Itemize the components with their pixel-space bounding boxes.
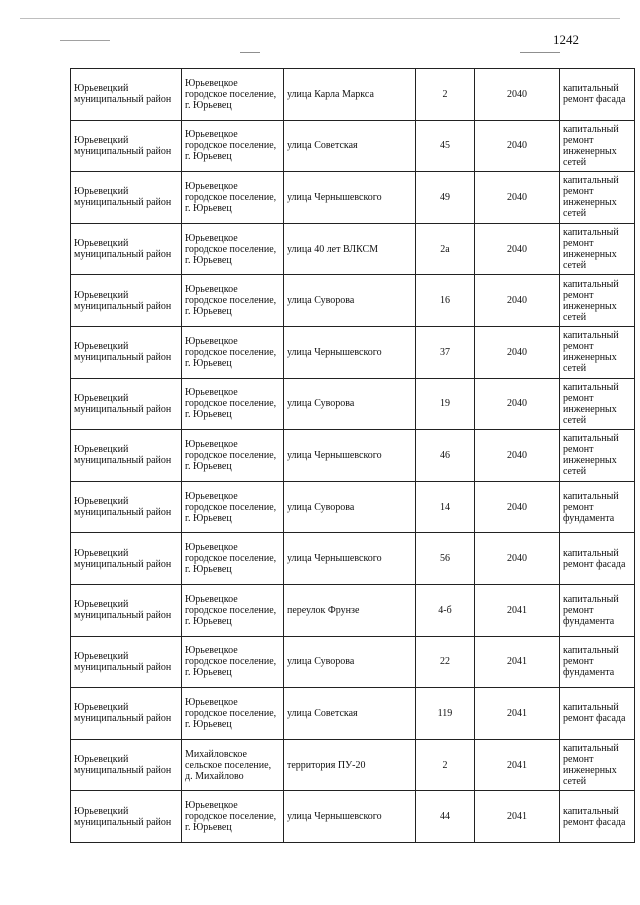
table-row — [71, 636, 635, 688]
settlement-cell: Юрьевецкое городское поселение, г. Юрьевец — [182, 791, 284, 843]
year-cell: 2040 — [475, 275, 560, 327]
street-cell: улица Чернышевского — [284, 172, 416, 224]
repair-type-cell: капитальный ремонт инженерных сетей — [560, 223, 635, 275]
street-cell: переулок Фрунзе — [284, 584, 416, 636]
repair-type-cell: капитальный ремонт инженерных сетей — [560, 430, 635, 482]
house-number-cell: 37 — [416, 326, 475, 378]
house-number-cell: 119 — [416, 688, 475, 740]
repair-type-cell: капитальный ремонт инженерных сетей — [560, 326, 635, 378]
district-cell: Юрьевецкий муниципальный район — [71, 636, 182, 688]
settlement-cell: Юрьевецкое городское поселение, г. Юрьевец — [182, 326, 284, 378]
table-row — [71, 481, 635, 533]
year-cell: 2041 — [475, 791, 560, 843]
settlement-cell: Юрьевецкое городское поселение, г. Юрьевец — [182, 69, 284, 121]
table-row — [71, 378, 635, 430]
street-cell: улица Чернышевского — [284, 791, 416, 843]
street-cell: улица Суворова — [284, 275, 416, 327]
settlement-cell: Юрьевецкое городское поселение, г. Юрьевец — [182, 223, 284, 275]
page-number: 1242 — [553, 32, 579, 47]
year-cell: 2041 — [475, 584, 560, 636]
year-cell: 2040 — [475, 533, 560, 585]
repair-type-cell: капитальный ремонт фундамента — [560, 481, 635, 533]
district-cell: Юрьевецкий муниципальный район — [71, 172, 182, 224]
repair-type-cell: капитальный ремонт инженерных сетей — [560, 275, 635, 327]
repair-type-cell: капитальный ремонт инженерных сетей — [560, 120, 635, 172]
house-number-cell: 14 — [416, 481, 475, 533]
repair-type-cell: капитальный ремонт инженерных сетей — [560, 172, 635, 224]
repair-type-cell: капитальный ремонт фундамента — [560, 584, 635, 636]
year-cell: 2041 — [475, 636, 560, 688]
district-cell: Юрьевецкий муниципальный район — [71, 584, 182, 636]
year-cell: 2040 — [475, 120, 560, 172]
repair-type-cell: капитальный ремонт инженерных сетей — [560, 378, 635, 430]
street-cell: улица 40 лет ВЛКСМ — [284, 223, 416, 275]
table-row — [71, 791, 635, 843]
year-cell: 2040 — [475, 378, 560, 430]
settlement-cell: Юрьевецкое городское поселение, г. Юрьевец — [182, 172, 284, 224]
settlement-cell: Юрьевецкое городское поселение, г. Юрьевец — [182, 481, 284, 533]
table-row — [71, 533, 635, 585]
settlement-cell: Юрьевецкое городское поселение, г. Юрьевец — [182, 430, 284, 482]
settlement-cell: Юрьевецкое городское поселение, г. Юрьевец — [182, 533, 284, 585]
district-cell: Юрьевецкий муниципальный район — [71, 430, 182, 482]
house-number-cell: 2а — [416, 223, 475, 275]
year-cell: 2040 — [475, 172, 560, 224]
year-cell: 2041 — [475, 688, 560, 740]
house-number-cell: 44 — [416, 791, 475, 843]
house-number-cell: 49 — [416, 172, 475, 224]
district-cell: Юрьевецкий муниципальный район — [71, 69, 182, 121]
year-cell: 2040 — [475, 223, 560, 275]
house-number-cell: 45 — [416, 120, 475, 172]
street-cell: территория ПУ-20 — [284, 739, 416, 791]
table-row — [71, 430, 635, 482]
district-cell: Юрьевецкий муниципальный район — [71, 739, 182, 791]
district-cell: Юрьевецкий муниципальный район — [71, 791, 182, 843]
settlement-cell: Юрьевецкое городское поселение, г. Юрьевец — [182, 378, 284, 430]
district-cell: Юрьевецкий муниципальный район — [71, 326, 182, 378]
settlement-cell: Юрьевецкое городское поселение, г. Юрьевец — [182, 584, 284, 636]
street-cell: улица Суворова — [284, 636, 416, 688]
settlement-cell: Юрьевецкое городское поселение, г. Юрьевец — [182, 120, 284, 172]
settlement-cell: Михайловское сельское поселение, д. Михайлово — [182, 739, 284, 791]
district-cell: Юрьевецкий муниципальный район — [71, 533, 182, 585]
repair-type-cell: капитальный ремонт фасада — [560, 791, 635, 843]
repair-type-cell: капитальный ремонт фасада — [560, 688, 635, 740]
district-cell: Юрьевецкий муниципальный район — [71, 378, 182, 430]
year-cell: 2040 — [475, 326, 560, 378]
year-cell: 2041 — [475, 739, 560, 791]
district-cell: Юрьевецкий муниципальный район — [71, 223, 182, 275]
street-cell: улица Чернышевского — [284, 326, 416, 378]
scan-artifact-line — [20, 18, 620, 19]
district-cell: Юрьевецкий муниципальный район — [71, 275, 182, 327]
district-cell: Юрьевецкий муниципальный район — [71, 481, 182, 533]
table-body — [71, 69, 635, 843]
street-cell: улица Советская — [284, 120, 416, 172]
street-cell: улица Суворова — [284, 378, 416, 430]
district-cell: Юрьевецкий муниципальный район — [71, 688, 182, 740]
scan-artifact-line — [60, 40, 110, 41]
house-number-cell: 2 — [416, 739, 475, 791]
street-cell: улица Чернышевского — [284, 430, 416, 482]
house-number-cell: 22 — [416, 636, 475, 688]
repair-type-cell: капитальный ремонт инженерных сетей — [560, 739, 635, 791]
repair-type-cell: капитальный ремонт фасада — [560, 69, 635, 121]
street-cell: улица Карла Маркса — [284, 69, 416, 121]
scan-artifact-line — [520, 52, 560, 53]
table-row — [71, 326, 635, 378]
house-number-cell: 56 — [416, 533, 475, 585]
table-row — [71, 275, 635, 327]
house-number-cell: 19 — [416, 378, 475, 430]
table-row — [71, 739, 635, 791]
street-cell: улица Советская — [284, 688, 416, 740]
year-cell: 2040 — [475, 69, 560, 121]
table-row — [71, 584, 635, 636]
table-row — [71, 69, 635, 121]
table-row — [71, 223, 635, 275]
table-row — [71, 172, 635, 224]
house-number-cell: 4-б — [416, 584, 475, 636]
table-row — [71, 688, 635, 740]
table-row — [71, 120, 635, 172]
scan-artifact-line — [240, 52, 260, 53]
year-cell: 2040 — [475, 430, 560, 482]
settlement-cell: Юрьевецкое городское поселение, г. Юрьевец — [182, 275, 284, 327]
house-number-cell: 2 — [416, 69, 475, 121]
house-number-cell: 46 — [416, 430, 475, 482]
house-number-cell: 16 — [416, 275, 475, 327]
repair-type-cell: капитальный ремонт фасада — [560, 533, 635, 585]
street-cell: улица Чернышевского — [284, 533, 416, 585]
settlement-cell: Юрьевецкое городское поселение, г. Юрьевец — [182, 688, 284, 740]
housing-repair-table — [70, 68, 635, 843]
settlement-cell: Юрьевецкое городское поселение, г. Юрьевец — [182, 636, 284, 688]
year-cell: 2040 — [475, 481, 560, 533]
district-cell: Юрьевецкий муниципальный район — [71, 120, 182, 172]
repair-type-cell: капитальный ремонт фундамента — [560, 636, 635, 688]
street-cell: улица Суворова — [284, 481, 416, 533]
